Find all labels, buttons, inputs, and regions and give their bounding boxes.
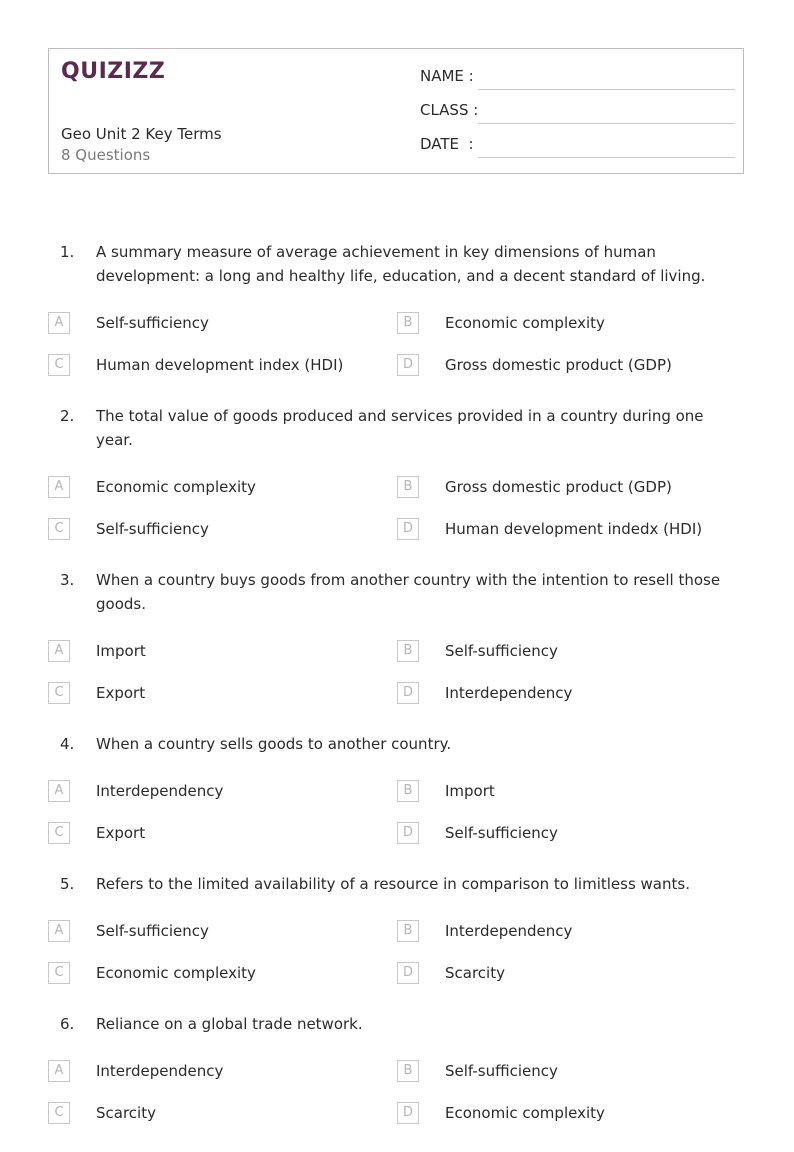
answer-options — [48, 780, 748, 864]
option-letter-box[interactable]: C — [48, 822, 70, 844]
option-text: Scarcity — [445, 964, 505, 982]
option-letter-box[interactable]: B — [397, 1060, 419, 1082]
option-text: Economic complexity — [445, 314, 605, 332]
option-row — [48, 312, 748, 354]
option-text: Export — [96, 684, 146, 702]
option-text: Economic complexity — [445, 1104, 605, 1122]
class-label: CLASS : — [420, 101, 479, 119]
option-letter-box[interactable]: C — [48, 518, 70, 540]
question-4 — [48, 732, 748, 864]
option-letter-box[interactable]: A — [48, 312, 70, 334]
question-stem — [48, 404, 748, 452]
answer-options — [48, 920, 748, 1004]
option-text: Gross domestic product (GDP) — [445, 356, 672, 374]
option-letter-box[interactable]: D — [397, 518, 419, 540]
question-6 — [48, 1012, 748, 1144]
answer-options — [48, 1060, 748, 1144]
question-number: 4. — [60, 735, 75, 753]
worksheet-title: Geo Unit 2 Key Terms — [61, 125, 222, 143]
option-letter-box[interactable]: B — [397, 476, 419, 498]
option-text: Import — [96, 642, 146, 660]
question-text: The total value of goods produced and services provided in a country during one year. — [96, 407, 704, 449]
question-stem — [48, 568, 748, 616]
question-stem — [48, 1012, 748, 1036]
option-letter-box[interactable]: B — [397, 780, 419, 802]
student-fields — [420, 67, 735, 169]
option-text: Self-sufficiency — [96, 314, 209, 332]
option-letter-box[interactable]: B — [397, 312, 419, 334]
option-row — [48, 1060, 748, 1102]
question-number: 1. — [60, 243, 75, 261]
option-text: Interdependency — [96, 782, 224, 800]
question-count: 8 Questions — [61, 146, 151, 164]
option-text: Human development indedx (HDI) — [445, 520, 703, 538]
option-row — [48, 822, 748, 864]
quizizz-logo: QUIZIZZ — [61, 59, 166, 84]
option-letter-box[interactable]: B — [397, 920, 419, 942]
option-row — [48, 682, 748, 724]
question-text: Refers to the limited availability of a resource in comparison to limitless wants. — [96, 875, 690, 893]
name-field[interactable] — [420, 67, 735, 101]
question-number: 3. — [60, 571, 75, 589]
option-text: Economic complexity — [96, 478, 256, 496]
question-2 — [48, 404, 748, 560]
question-stem — [48, 732, 748, 756]
class-field[interactable] — [420, 101, 735, 135]
option-letter-box[interactable]: D — [397, 962, 419, 984]
option-text: Interdependency — [445, 922, 573, 940]
option-letter-box[interactable]: C — [48, 354, 70, 376]
date-line — [478, 157, 735, 158]
option-text: Export — [96, 824, 146, 842]
option-letter-box[interactable]: A — [48, 1060, 70, 1082]
question-number: 6. — [60, 1015, 75, 1033]
option-letter-box[interactable]: C — [48, 1102, 70, 1124]
answer-options — [48, 640, 748, 724]
name-line — [478, 89, 735, 90]
question-1 — [48, 240, 748, 396]
option-row — [48, 640, 748, 682]
option-letter-box[interactable]: A — [48, 920, 70, 942]
option-text: Scarcity — [96, 1104, 156, 1122]
option-row — [48, 476, 748, 518]
worksheet-header — [48, 48, 744, 174]
question-text: A summary measure of average achievement in key dimensions of human development: a long and healthy life, education, and a decent standard of living. — [96, 243, 706, 285]
option-row — [48, 518, 748, 560]
question-list — [48, 240, 748, 1152]
question-text: When a country sells goods to another country. — [96, 735, 452, 753]
option-row — [48, 920, 748, 962]
name-label: NAME : — [420, 67, 474, 85]
question-stem — [48, 240, 748, 288]
option-letter-box[interactable]: A — [48, 780, 70, 802]
question-5 — [48, 872, 748, 1004]
option-text: Self-sufficiency — [96, 922, 209, 940]
option-text: Interdependency — [96, 1062, 224, 1080]
option-letter-box[interactable]: A — [48, 640, 70, 662]
option-text: Economic complexity — [96, 964, 256, 982]
option-row — [48, 354, 748, 396]
option-text: Interdependency — [445, 684, 573, 702]
class-line — [478, 123, 735, 124]
question-number: 2. — [60, 407, 75, 425]
question-text: When a country buys goods from another country with the intention to resell those goods. — [96, 571, 721, 613]
option-letter-box[interactable]: D — [397, 682, 419, 704]
option-text: Self-sufficiency — [445, 1062, 558, 1080]
option-text: Human development index (HDI) — [96, 356, 344, 374]
option-row — [48, 780, 748, 822]
option-letter-box[interactable]: C — [48, 962, 70, 984]
option-text: Self-sufficiency — [445, 642, 558, 660]
option-letter-box[interactable]: D — [397, 1102, 419, 1124]
option-letter-box[interactable]: C — [48, 682, 70, 704]
option-text: Import — [445, 782, 495, 800]
answer-options — [48, 476, 748, 560]
option-letter-box[interactable]: A — [48, 476, 70, 498]
option-letter-box[interactable]: B — [397, 640, 419, 662]
option-letter-box[interactable]: D — [397, 354, 419, 376]
option-text: Gross domestic product (GDP) — [445, 478, 672, 496]
option-text: Self-sufficiency — [445, 824, 558, 842]
question-text: Reliance on a global trade network. — [96, 1015, 363, 1033]
option-row — [48, 962, 748, 1004]
option-row — [48, 1102, 748, 1144]
option-letter-box[interactable]: D — [397, 822, 419, 844]
date-field[interactable] — [420, 135, 735, 169]
answer-options — [48, 312, 748, 396]
question-number: 5. — [60, 875, 75, 893]
option-text: Self-sufficiency — [96, 520, 209, 538]
date-label: DATE : — [420, 135, 474, 153]
question-stem — [48, 872, 748, 896]
question-3 — [48, 568, 748, 724]
